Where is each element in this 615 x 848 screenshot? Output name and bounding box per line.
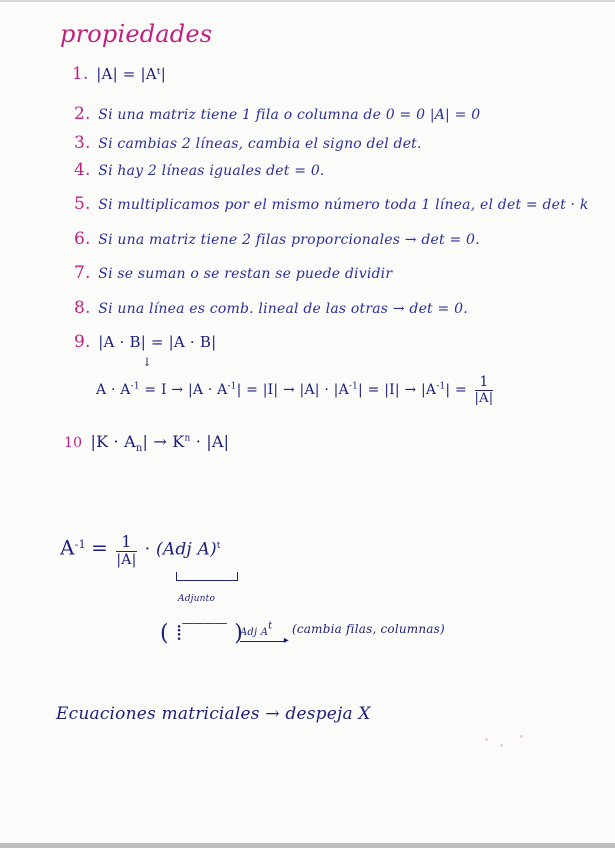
transpose-explanation: (cambia filas, columnas)	[292, 622, 445, 636]
matrix-sketch: ( ⁞‾‾‾‾ )	[160, 621, 244, 646]
property-text: Si se suman o se restan se puede dividir	[98, 266, 393, 282]
right-arrow-icon: ▸	[240, 641, 286, 642]
property-9	[74, 332, 216, 352]
down-arrow-icon: ↓	[142, 355, 153, 369]
adjunto-note: Adjunto	[178, 594, 216, 604]
property-text: Si cambias 2 líneas, cambia el signo del det.	[98, 136, 422, 152]
fraction: $\frac{1}{|A|}$	[474, 374, 494, 406]
property-1	[72, 64, 166, 84]
property-number: 10	[64, 435, 83, 451]
property-text: Si una línea es comb. lineal de las otras → det = 0.	[98, 301, 468, 317]
property-number: 8.	[74, 298, 91, 318]
property-number: 4.	[74, 160, 91, 180]
page-top-edge	[0, 0, 615, 2]
property-6	[74, 229, 480, 249]
property-number: 7.	[74, 263, 91, 283]
underbrace	[176, 572, 238, 581]
matrix-equations-note: Ecuaciones matriciales → despeja X	[56, 704, 371, 724]
page-stain	[500, 744, 503, 747]
property-number: 1.	[72, 64, 89, 84]
property-number: 5.	[74, 194, 91, 214]
property-10: 10 $|K \cdot A_n| \to K^n \cdot |A|$	[64, 432, 230, 455]
property-number: 3.	[74, 133, 91, 153]
property-number: 9.	[74, 332, 91, 352]
property-number: 2.	[74, 104, 91, 124]
property-number: 6.	[74, 229, 91, 249]
page-stain	[520, 735, 523, 738]
page-bottom-edge	[0, 843, 615, 848]
property-5	[74, 194, 589, 214]
property-4	[74, 160, 325, 180]
property-7	[74, 263, 392, 283]
property-text: |A · B| = |A · B|	[98, 333, 217, 351]
property-text: |A| = |Aᵗ|	[96, 65, 166, 83]
property-text: Si multiplicamos por el mismo número toda 1 línea, el det = det · k	[98, 197, 589, 213]
property-text: Si hay 2 líneas iguales det = 0.	[98, 163, 325, 179]
inverse-determinant-chain: $A \cdot A^{-1} = I \to |A \cdot A^{-1}| = |I| \to |A| \cdot |A^{-1}| = |I| \to |A^{-1}|$ = $\frac{1}{|A|}$	[96, 374, 494, 406]
page-title: propiedades	[60, 20, 213, 48]
property-text: Si una matriz tiene 2 filas proporcionales → det = 0.	[98, 232, 480, 248]
fraction: $\frac{1}{|A|}$	[116, 532, 137, 568]
page-stain	[485, 738, 488, 741]
property-3	[74, 133, 422, 153]
property-8	[74, 298, 468, 318]
adj-transpose-arrow: Adj $A^t$ ▸	[240, 620, 289, 646]
inverse-formula: $A^{-1}$ = $\frac{1}{|A|}$ · (Adj A)$^t$	[60, 532, 221, 568]
property-text: Si una matriz tiene 1 fila o columna de 0 = 0 |A| = 0	[98, 107, 481, 123]
property-2	[74, 104, 480, 124]
